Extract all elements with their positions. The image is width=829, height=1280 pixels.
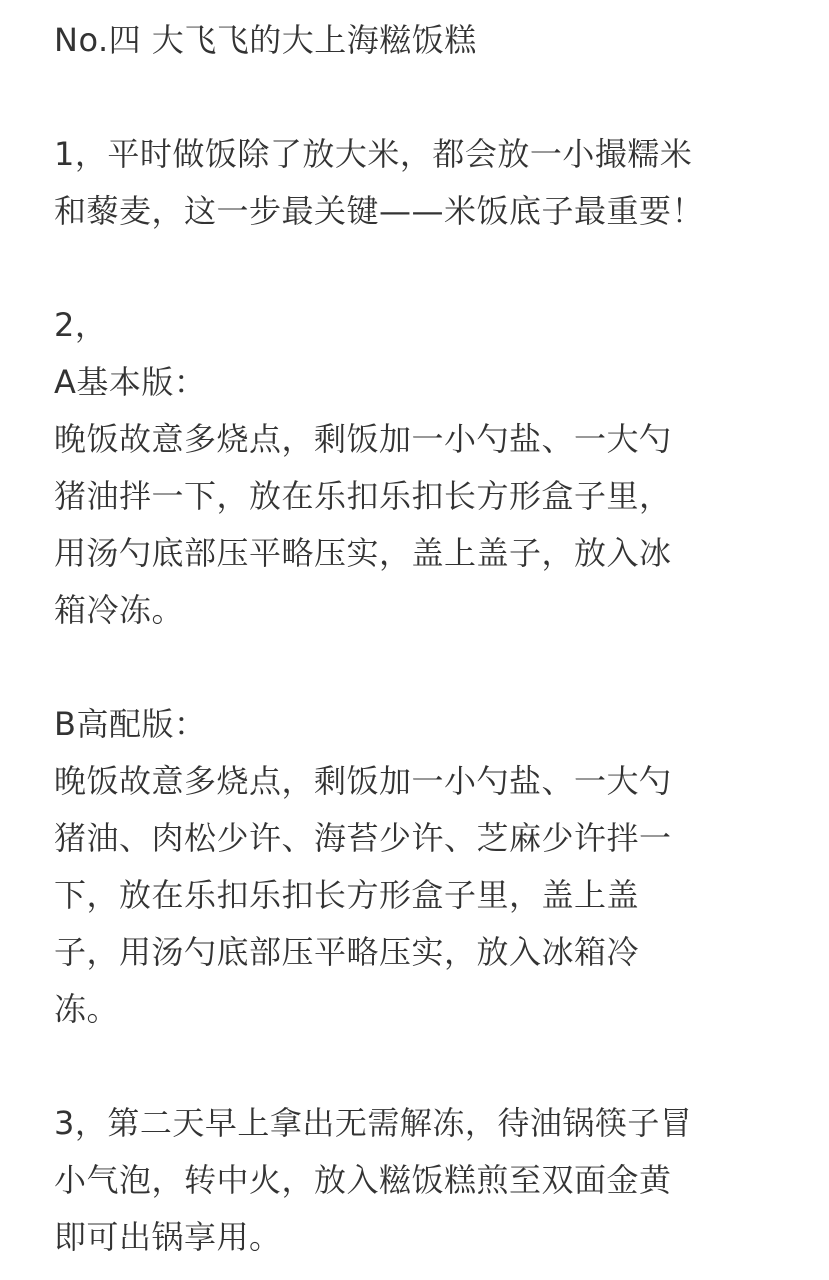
version-a-line: 猪油拌一下，放在乐扣乐扣长方形盒子里， [54,477,672,515]
spacer [54,240,794,297]
step-3-line: 3，第二天早上拿出无需解冻，待油锅筷子冒 [54,1104,693,1142]
step-1 [54,126,794,240]
version-a-line: 箱冷冻。 [54,591,185,629]
spacer [54,1038,794,1095]
spacer [54,639,794,696]
step-1-line: 和藜麦，这一步最关键——米饭底子最重要！ [54,192,705,230]
version-b-heading: B高配版： [54,705,207,743]
step-3-line: 即可出锅享用。 [54,1218,282,1256]
step-2 [54,297,794,1038]
version-b-line: 冻。 [54,990,120,1028]
version-a-line: 用汤勺底部压平略压实，盖上盖子，放入冰 [54,534,672,572]
recipe-title: No.四 大飞飞的大上海糍饭糕 [54,21,477,59]
version-b-line: 子，用汤勺底部压平略压实，放入冰箱冷 [54,933,640,971]
spacer [54,69,794,126]
step-3 [54,1095,794,1266]
step-3-line: 小气泡，转中火，放入糍饭糕煎至双面金黄 [54,1161,672,1199]
version-b-line: 猪油、肉松少许、海苔少许、芝麻少许拌一 [54,819,672,857]
version-b-line: 晚饭故意多烧点，剩饭加一小勺盐、一大勺 [54,762,672,800]
version-a-line: 晚饭故意多烧点，剩饭加一小勺盐、一大勺 [54,420,672,458]
version-b-line: 下，放在乐扣乐扣长方形盒子里，盖上盖 [54,876,640,914]
version-a-heading: A基本版： [54,363,207,401]
step-2-label: 2， [54,306,108,344]
step-1-line: 1，平时做饭除了放大米，都会放一小撮糯米 [54,135,693,173]
